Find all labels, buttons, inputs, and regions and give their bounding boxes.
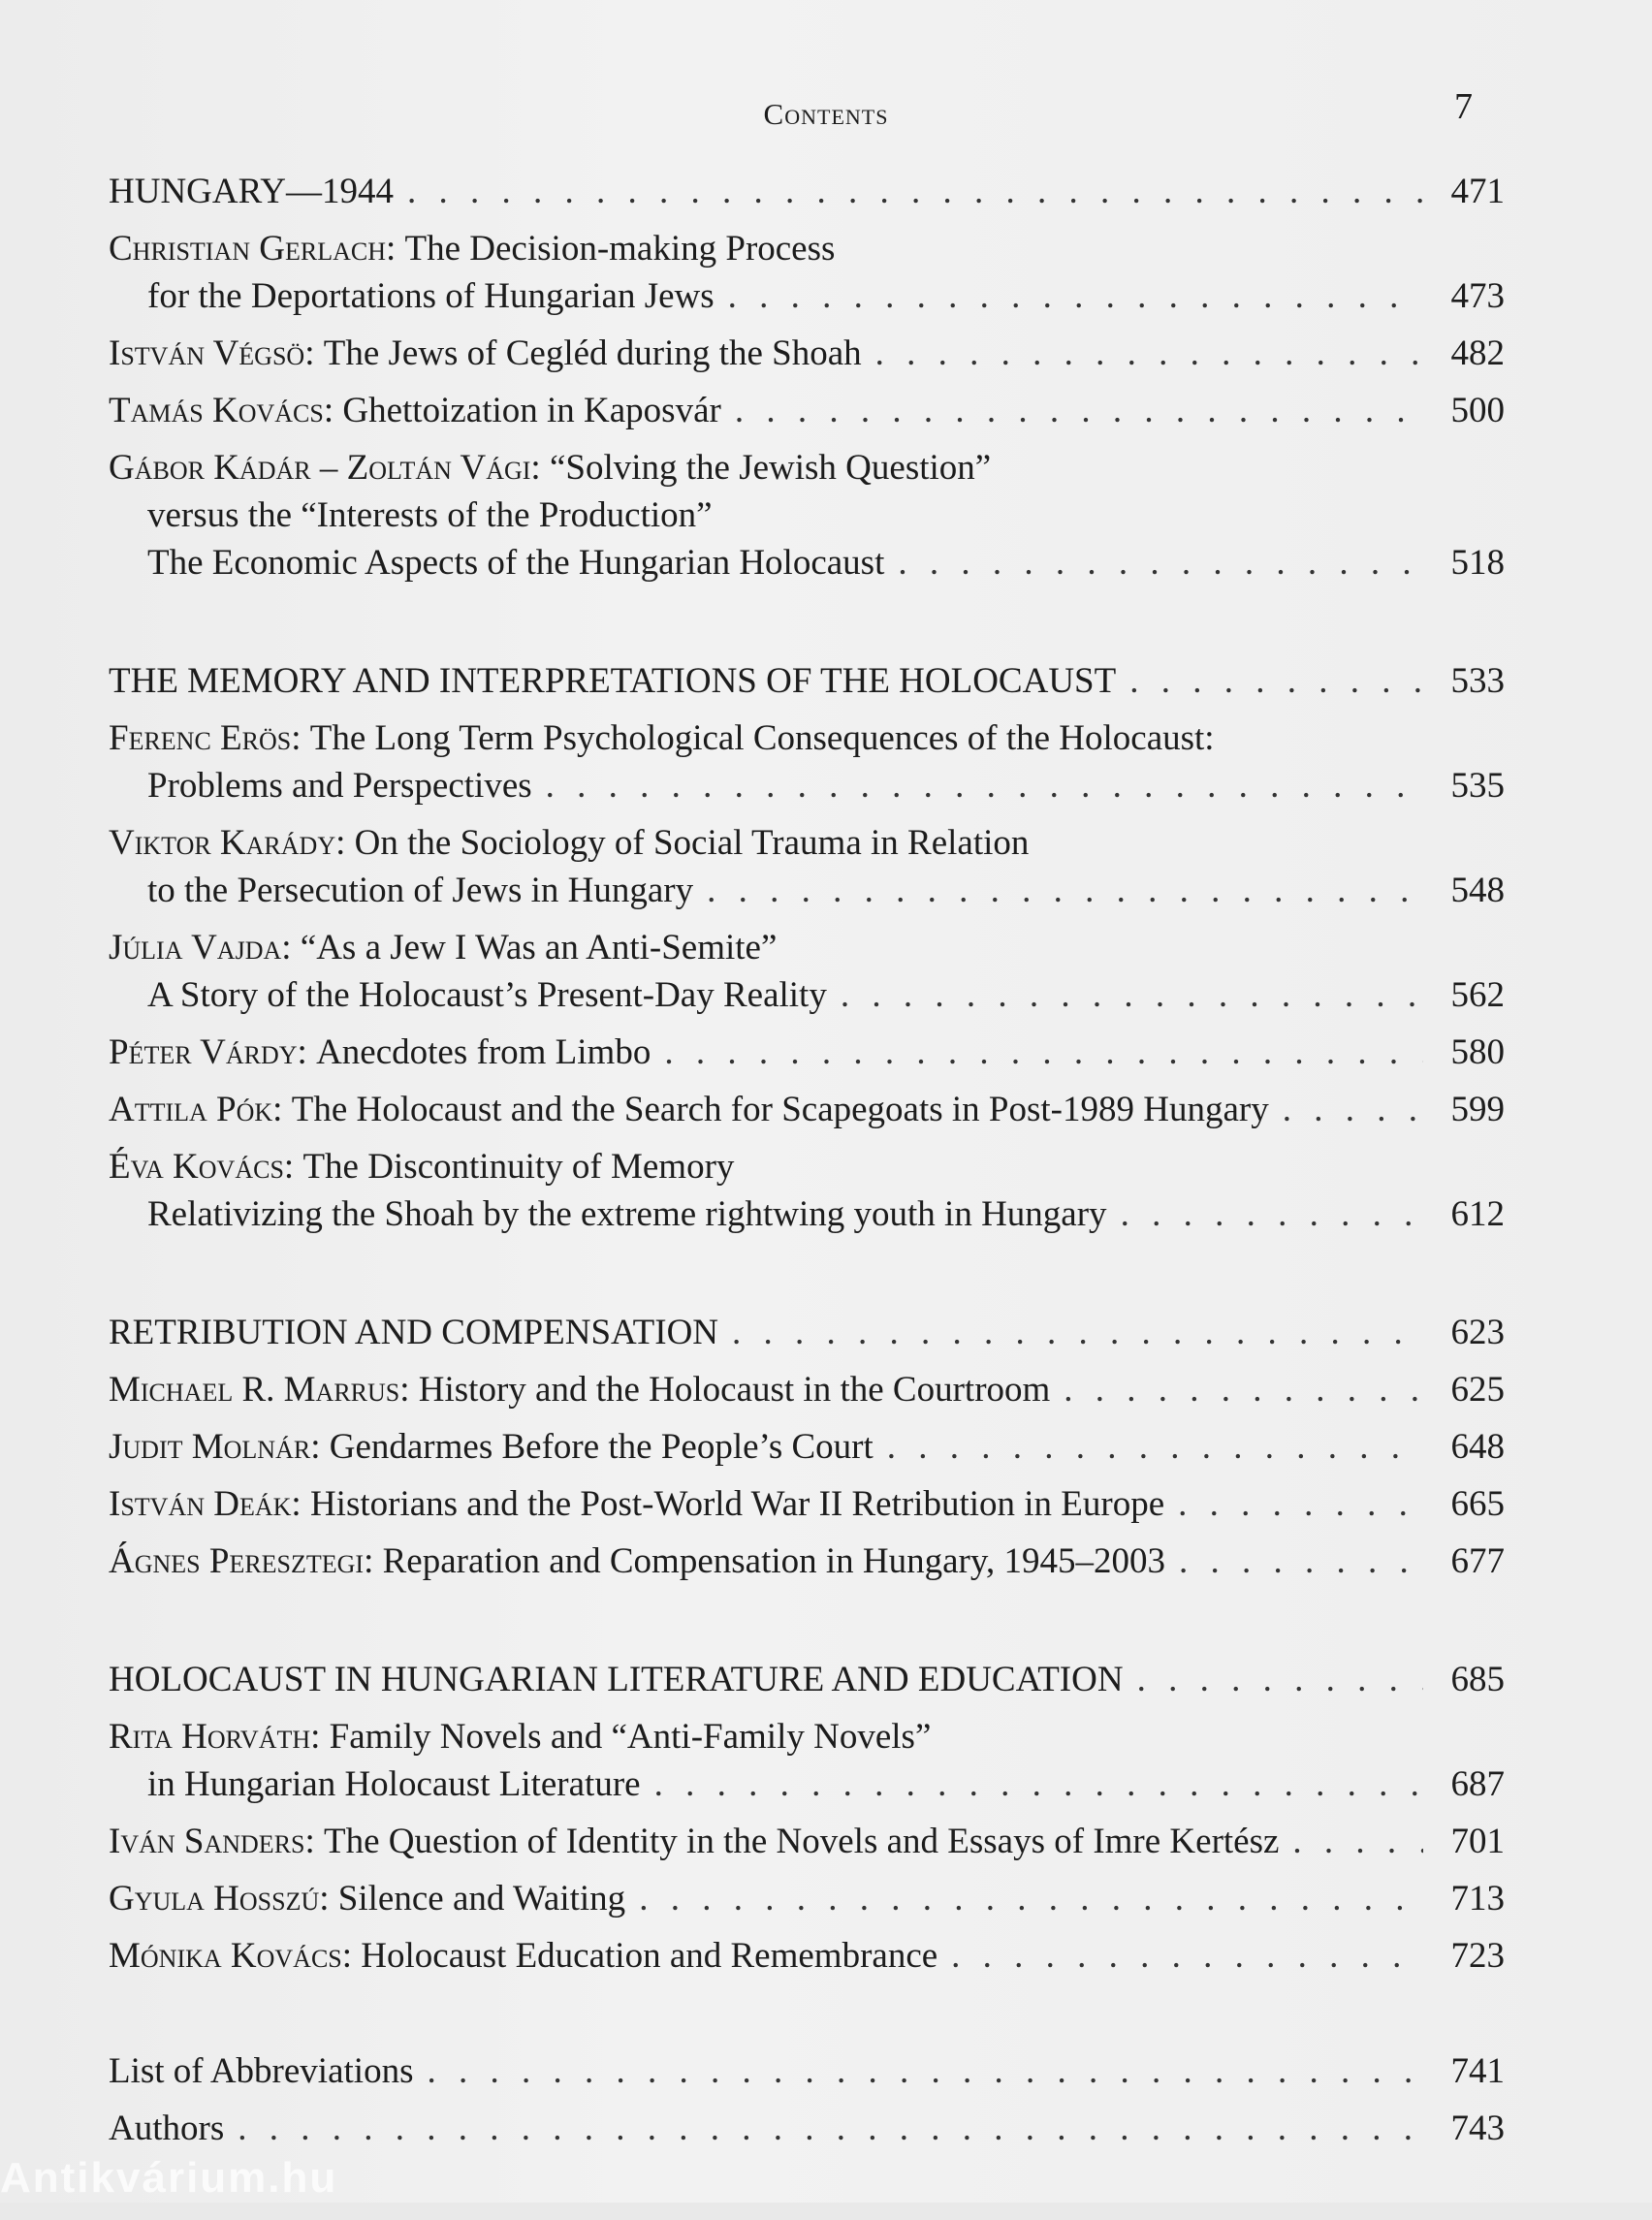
entry-title: “Solving the Jewish Question” bbox=[549, 448, 992, 488]
entry-page: 612 bbox=[1450, 1194, 1505, 1234]
entry-page: 648 bbox=[1450, 1427, 1505, 1467]
entry-title: to the Persecution of Jews in Hungary bbox=[147, 871, 694, 910]
entry-title: A Story of the Holocaust’s Present-Day Reality bbox=[147, 975, 827, 1015]
dot-leader bbox=[654, 1760, 1423, 1808]
entry-line bbox=[109, 492, 1505, 539]
dot-leader bbox=[875, 330, 1423, 377]
entry-line bbox=[109, 924, 1505, 971]
entry-line bbox=[109, 387, 1505, 434]
toc-entry[interactable] bbox=[109, 819, 1505, 914]
section-heading[interactable] bbox=[109, 1653, 1505, 1707]
dot-leader bbox=[951, 1932, 1423, 1980]
dot-leader bbox=[1179, 1538, 1423, 1585]
section-title: RETRIBUTION AND COMPENSATION bbox=[109, 1313, 719, 1352]
entry-line bbox=[109, 1366, 1505, 1413]
back-matter bbox=[109, 2047, 1505, 2152]
entry-line bbox=[109, 1932, 1505, 1980]
back-matter-page: 741 bbox=[1450, 2051, 1505, 2091]
toc-entry[interactable] bbox=[109, 1029, 1505, 1076]
entry-page: 625 bbox=[1450, 1370, 1505, 1410]
entry-page: 580 bbox=[1450, 1032, 1505, 1072]
dot-leader bbox=[735, 387, 1423, 434]
entry-author: Éva Kovács: bbox=[109, 1147, 295, 1187]
entry-line bbox=[109, 272, 1505, 320]
entry-title: Ghettoization in Kaposvár bbox=[342, 391, 721, 430]
entry-line bbox=[109, 1423, 1505, 1471]
dot-leader bbox=[1064, 1366, 1423, 1413]
entry-page: 518 bbox=[1450, 543, 1505, 583]
toc-entry[interactable] bbox=[109, 1713, 1505, 1808]
toc-entry[interactable] bbox=[109, 924, 1505, 1019]
entry-line bbox=[109, 539, 1505, 587]
dot-leader bbox=[732, 1306, 1423, 1360]
entry-author: Viktor Karády: bbox=[109, 823, 346, 863]
entry-line bbox=[109, 1538, 1505, 1585]
entry-page: 687 bbox=[1450, 1764, 1505, 1804]
entry-line bbox=[109, 1818, 1505, 1865]
back-matter-title: List of Abbreviations bbox=[109, 2051, 414, 2091]
section-page: 623 bbox=[1450, 1313, 1505, 1352]
entry-title: Silence and Waiting bbox=[337, 1879, 626, 1919]
entry-line bbox=[109, 867, 1505, 914]
entry-page: 548 bbox=[1450, 871, 1505, 910]
dot-leader bbox=[898, 539, 1423, 587]
toc-entry[interactable] bbox=[109, 330, 1505, 377]
entry-title: The Question of Identity in the Novels and Essays of Imre Kertész bbox=[324, 1822, 1280, 1861]
dot-leader bbox=[841, 971, 1423, 1019]
dot-leader bbox=[1283, 1086, 1423, 1133]
entry-author: István Deák: bbox=[109, 1484, 302, 1524]
entry-line bbox=[109, 1875, 1505, 1922]
dot-leader bbox=[1137, 1653, 1423, 1707]
entry-line bbox=[109, 971, 1505, 1019]
entry-author: Ferenc Erös: bbox=[109, 718, 302, 758]
section-page: 685 bbox=[1450, 1660, 1505, 1699]
entry-author: Attila Pók: bbox=[109, 1090, 283, 1129]
entry-title: Problems and Perspectives bbox=[147, 766, 532, 806]
entry-page: 562 bbox=[1450, 975, 1505, 1015]
entry-page: 500 bbox=[1450, 391, 1505, 430]
toc-entry[interactable] bbox=[109, 1932, 1505, 1980]
entry-line bbox=[109, 1760, 1505, 1808]
toc-entry[interactable] bbox=[109, 1086, 1505, 1133]
entry-line bbox=[109, 330, 1505, 377]
entry-author: Judit Molnár: bbox=[109, 1427, 321, 1467]
entry-title: Historians and the Post-World War II Retribution in Europe bbox=[309, 1484, 1165, 1524]
entry-line bbox=[109, 714, 1505, 762]
entry-title: On the Sociology of Social Trauma in Relation bbox=[354, 823, 1030, 863]
dot-leader bbox=[238, 2105, 1423, 2152]
entry-author: Júlia Vajda: bbox=[109, 928, 292, 967]
section-title: THE MEMORY AND INTERPRETATIONS OF THE HOLOCAUST bbox=[109, 661, 1117, 701]
entry-page: 723 bbox=[1450, 1936, 1505, 1976]
entry-title: History and the Holocaust in the Courtroom bbox=[418, 1370, 1051, 1410]
entry-title: The Jews of Cegléd during the Shoah bbox=[323, 333, 862, 373]
section-heading[interactable] bbox=[109, 165, 1505, 219]
section-heading[interactable] bbox=[109, 1306, 1505, 1360]
table-of-contents bbox=[109, 165, 1505, 2220]
toc-entry[interactable] bbox=[109, 444, 1505, 587]
toc-entry[interactable] bbox=[109, 225, 1505, 320]
entry-page: 599 bbox=[1450, 1090, 1505, 1129]
dot-leader bbox=[1129, 654, 1423, 709]
dot-leader bbox=[1178, 1480, 1423, 1528]
entry-title: The Decision-making Process bbox=[404, 229, 836, 269]
toc-entry[interactable] bbox=[109, 714, 1505, 809]
entry-title: for the Deportations of Hungarian Jews bbox=[147, 276, 715, 316]
back-matter-entry[interactable] bbox=[109, 2105, 1505, 2152]
section-title: HOLOCAUST IN HUNGARIAN LITERATURE AND EDUCATION bbox=[109, 1660, 1124, 1699]
entry-title: Relativizing the Shoah by the extreme rightwing youth in Hungary bbox=[147, 1194, 1107, 1234]
entry-title: Reparation and Compensation in Hungary, 1945–2003 bbox=[382, 1541, 1165, 1581]
entry-line bbox=[109, 1480, 1505, 1528]
entry-line bbox=[109, 225, 1505, 272]
entry-author: Péter Várdy: bbox=[109, 1032, 307, 1072]
entry-page: 701 bbox=[1450, 1822, 1505, 1861]
toc-section bbox=[109, 1653, 1505, 1980]
entry-line bbox=[109, 1713, 1505, 1760]
entry-title: The Discontinuity of Memory bbox=[302, 1147, 735, 1187]
entry-author: István Végsö: bbox=[109, 333, 315, 373]
toc-entry[interactable] bbox=[109, 1366, 1505, 1413]
entry-title: Family Novels and “Anti-Family Novels” bbox=[329, 1717, 932, 1757]
toc-section bbox=[109, 654, 1505, 1238]
back-matter-page: 743 bbox=[1450, 2109, 1505, 2148]
toc-section bbox=[109, 1306, 1505, 1585]
section-page: 533 bbox=[1450, 661, 1505, 701]
entry-page: 535 bbox=[1450, 766, 1505, 806]
entry-page: 473 bbox=[1450, 276, 1505, 316]
entry-author: Iván Sanders: bbox=[109, 1822, 315, 1861]
dot-leader bbox=[728, 272, 1423, 320]
entry-page: 665 bbox=[1450, 1484, 1505, 1524]
entry-line bbox=[109, 1029, 1505, 1076]
entry-page: 713 bbox=[1450, 1879, 1505, 1919]
back-matter-title: Authors bbox=[109, 2109, 225, 2148]
entry-author: Christian Gerlach: bbox=[109, 229, 397, 269]
entry-line bbox=[109, 819, 1505, 867]
toc-entry[interactable] bbox=[109, 1818, 1505, 1865]
dot-leader bbox=[427, 2047, 1423, 2095]
toc-entry[interactable] bbox=[109, 1143, 1505, 1238]
entry-title: The Holocaust and the Search for Scapegoats in Post-1989 Hungary bbox=[291, 1090, 1269, 1129]
entry-author: Gábor Kádár – Zoltán Vági: bbox=[109, 448, 541, 488]
entry-line bbox=[109, 1086, 1505, 1133]
entry-line bbox=[109, 762, 1505, 809]
watermark: Antikvárium.hu bbox=[0, 2154, 338, 2202]
dot-leader bbox=[546, 762, 1423, 809]
dot-leader bbox=[1292, 1818, 1423, 1865]
entry-author: Gyula Hosszú: bbox=[109, 1879, 330, 1919]
entry-title: in Hungarian Holocaust Literature bbox=[147, 1764, 641, 1804]
page-number: 7 bbox=[1454, 86, 1473, 127]
toc-entry[interactable] bbox=[109, 1423, 1505, 1471]
entry-line bbox=[109, 1190, 1505, 1238]
toc-section bbox=[109, 165, 1505, 587]
toc-entry[interactable] bbox=[109, 1480, 1505, 1528]
section-title: HUNGARY—1944 bbox=[109, 172, 394, 211]
entry-author: Rita Horváth: bbox=[109, 1717, 321, 1757]
dot-leader bbox=[887, 1423, 1423, 1471]
toc-entry[interactable] bbox=[109, 387, 1505, 434]
running-head: Contents bbox=[763, 97, 889, 131]
entry-title: Anecdotes from Limbo bbox=[316, 1032, 651, 1072]
entry-title: Holocaust Education and Remembrance bbox=[361, 1936, 938, 1976]
dot-leader bbox=[407, 165, 1423, 219]
entry-title: The Economic Aspects of the Hungarian Holocaust bbox=[147, 543, 885, 583]
back-matter-entry[interactable] bbox=[109, 2047, 1505, 2095]
entry-title: The Long Term Psychological Consequences of the Holocaust: bbox=[309, 718, 1215, 758]
entry-line bbox=[109, 444, 1505, 492]
dot-leader bbox=[639, 1875, 1423, 1922]
toc-entry[interactable] bbox=[109, 1538, 1505, 1585]
dot-leader bbox=[664, 1029, 1423, 1076]
entry-line bbox=[109, 1143, 1505, 1190]
entry-page: 482 bbox=[1450, 333, 1505, 373]
toc-entry[interactable] bbox=[109, 1875, 1505, 1922]
entry-title: Gendarmes Before the People’s Court bbox=[329, 1427, 874, 1467]
dot-leader bbox=[1121, 1190, 1423, 1238]
section-page: 471 bbox=[1450, 172, 1505, 211]
dot-leader bbox=[707, 867, 1423, 914]
entry-author: Tamás Kovács: bbox=[109, 391, 334, 430]
entry-author: Ágnes Peresztegi: bbox=[109, 1541, 374, 1581]
entry-title: versus the “Interests of the Production” bbox=[147, 495, 713, 535]
entry-title: “As a Jew I Was an Anti-Semite” bbox=[300, 928, 778, 967]
entry-page: 677 bbox=[1450, 1541, 1505, 1581]
section-heading[interactable] bbox=[109, 654, 1505, 709]
entry-author: Mónika Kovács: bbox=[109, 1936, 353, 1976]
entry-author: Michael R. Marrus: bbox=[109, 1370, 410, 1410]
